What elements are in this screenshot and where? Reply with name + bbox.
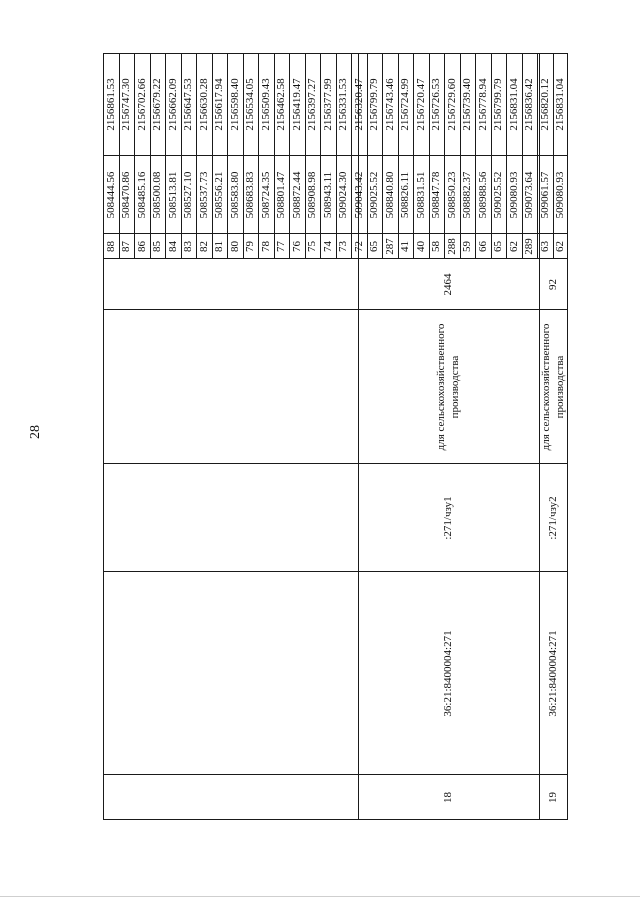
coordinate-y: 2156799.79 — [492, 78, 505, 131]
point-number: 88 — [104, 241, 117, 252]
point-number: 74 — [321, 241, 334, 252]
point-number: 82 — [197, 241, 210, 252]
coordinate-y: 2156831.04 — [554, 78, 567, 131]
coordinate-x: 508882.37 — [461, 171, 474, 219]
coordinate-y: 2156662.09 — [166, 78, 179, 131]
coordinate-x: 508872.44 — [290, 171, 303, 219]
coordinate-y: 2156724.99 — [399, 78, 412, 131]
coordinate-y: 2156739.40 — [461, 78, 474, 131]
coordinate-y: 2156820.12 — [538, 78, 551, 131]
coordinate-y: 2156799.79 — [368, 78, 381, 131]
coordinate-x: 508801.47 — [275, 171, 288, 219]
land-part-id: :271/чзу1 — [442, 496, 455, 540]
coordinate-y: 2156743.46 — [383, 78, 396, 131]
coordinate-y: 2156679.22 — [151, 78, 164, 131]
coordinate-y: 2156630.28 — [197, 78, 210, 131]
coordinate-x: 508840.80 — [383, 171, 396, 219]
coordinate-x: 509025.52 — [368, 171, 381, 219]
land-purpose: для сельскохозяйственного производства — [435, 323, 462, 451]
coordinate-y: 2156598.40 — [228, 78, 241, 131]
coordinate-y: 2156419.47 — [290, 78, 303, 131]
coordinate-x: 508537.73 — [197, 171, 210, 219]
land-part-id: :271/чзу2 — [547, 496, 560, 540]
row-number: 19 — [547, 792, 560, 803]
coordinate-y: 2156831.04 — [507, 78, 520, 131]
coordinate-y: 2156331.53 — [337, 78, 350, 131]
coordinate-y: 2156647.53 — [182, 78, 195, 131]
coordinate-x: 509043.42 — [352, 171, 365, 219]
coordinate-x: 508683.83 — [244, 171, 257, 219]
cadastral-number: 36:21:8400004:271 — [442, 630, 455, 717]
coordinate-x: 509073.64 — [523, 171, 536, 219]
page-number: 28 — [28, 425, 43, 439]
coordinate-x: 508583.80 — [228, 171, 241, 219]
coordinate-x: 508444.56 — [104, 171, 117, 219]
point-number: 78 — [259, 241, 272, 252]
coordinate-x: 508908.98 — [306, 171, 319, 219]
coordinate-x: 509024.30 — [337, 171, 350, 219]
coordinate-x: 508826.11 — [399, 171, 412, 219]
point-number: 288 — [445, 238, 458, 255]
point-number: 65 — [368, 241, 381, 252]
coordinate-x: 509080.93 — [507, 171, 520, 219]
coordinate-x: 508500.08 — [151, 171, 164, 219]
point-number: 76 — [290, 241, 303, 252]
coordinate-x: 509080.93 — [554, 171, 567, 219]
coordinate-x: 509061.57 — [538, 171, 551, 219]
point-number: 80 — [228, 241, 241, 252]
coordinate-x: 509025.52 — [492, 171, 505, 219]
point-number: 72 — [352, 241, 365, 252]
coordinate-y: 2156534.05 — [244, 78, 257, 131]
area-value: 92 — [547, 279, 560, 290]
coordinate-y: 2156462.58 — [275, 78, 288, 131]
coordinate-y: 2156509.43 — [259, 78, 272, 131]
point-number: 59 — [461, 241, 474, 252]
coordinate-y: 2156720.47 — [414, 78, 427, 131]
point-number: 62 — [554, 241, 567, 252]
coordinate-y: 2156836.42 — [523, 78, 536, 131]
point-number: 83 — [182, 241, 195, 252]
coordinate-y: 2156377.99 — [321, 78, 334, 131]
point-number: 81 — [213, 241, 226, 252]
point-number: 66 — [476, 241, 489, 252]
page-bottom-rule — [0, 896, 640, 897]
point-number: 63 — [538, 241, 551, 252]
coordinate-y: 2156726.53 — [430, 78, 443, 131]
table-grid — [103, 53, 568, 820]
cadastral-number: 36:21:8400004:271 — [547, 630, 560, 717]
point-number: 289 — [523, 238, 536, 255]
coordinate-x: 508988.56 — [476, 171, 489, 219]
point-number: 77 — [275, 241, 288, 252]
point-number: 58 — [430, 241, 443, 252]
coordinate-x: 508485.16 — [135, 171, 148, 219]
point-number: 62 — [507, 241, 520, 252]
coordinate-y: 2156747.30 — [120, 78, 133, 131]
point-number: 40 — [414, 241, 427, 252]
coordinate-y: 2156397.27 — [306, 78, 319, 131]
point-number: 73 — [337, 241, 350, 252]
coordinate-x: 508847.78 — [430, 171, 443, 219]
point-number: 87 — [120, 241, 133, 252]
point-number: 79 — [244, 241, 257, 252]
point-number: 86 — [135, 241, 148, 252]
coordinate-x: 508850.23 — [445, 171, 458, 219]
coordinate-x: 508470.86 — [120, 171, 133, 219]
coordinate-y: 2156320.47 — [352, 78, 365, 131]
coordinate-y: 2156861.53 — [104, 78, 117, 131]
coordinate-x: 508943.11 — [321, 171, 334, 219]
point-number: 41 — [399, 241, 412, 252]
point-number: 75 — [306, 241, 319, 252]
point-number: 65 — [492, 241, 505, 252]
point-number: 85 — [151, 241, 164, 252]
coordinate-x: 508831.51 — [414, 171, 427, 219]
coordinate-y: 2156729.60 — [445, 78, 458, 131]
coordinate-y: 2156778.94 — [476, 78, 489, 131]
land-purpose: для сельскохозяйственного производства — [540, 323, 567, 451]
point-number: 84 — [166, 241, 179, 252]
coordinate-y: 2156702.66 — [135, 78, 148, 131]
row-number: 18 — [442, 792, 455, 803]
point-number: 287 — [383, 238, 396, 255]
coordinate-x: 508513.81 — [166, 171, 179, 219]
coordinate-x: 508527.10 — [182, 171, 195, 219]
coordinate-x: 508724.35 — [259, 171, 272, 219]
coordinates-table — [103, 53, 568, 820]
area-value: 2464 — [442, 273, 455, 296]
coordinate-y: 2156617.94 — [213, 78, 226, 131]
coordinate-x: 508556.21 — [213, 171, 226, 219]
